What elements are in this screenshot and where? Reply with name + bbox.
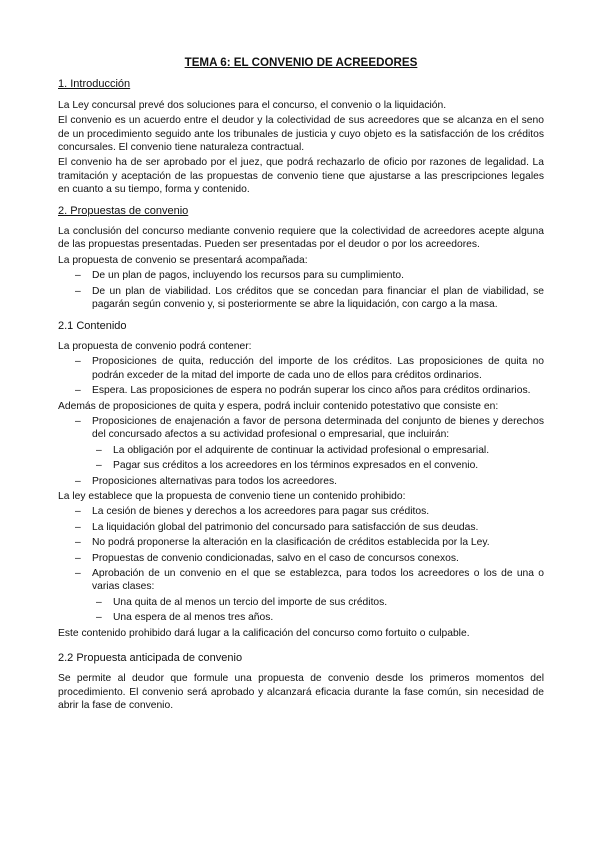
dash-bullet: – [96, 460, 102, 472]
dash-bullet: – [96, 596, 102, 608]
document-title: TEMA 6: EL CONVENIO DE ACREEDORES [184, 56, 418, 69]
list-item: – Pagar sus créditos a los acreedores en los términos expresados en el convenio. [96, 460, 479, 472]
list-item: – La liquidación global del patrimonio del concursado para satisfacción de sus deudas. [75, 521, 479, 533]
dash-bullet: – [96, 444, 102, 456]
list-item: – Proposiciones de enajenación a favor de persona determinada del conjunto de bienes y derechos del concursado afectos a su actividad profesional o empresarial, que incluirán: [75, 415, 544, 441]
dash-bullet: – [75, 475, 81, 487]
dash-bullet: – [75, 415, 81, 427]
paragraph: La propuesta de convenio se presentará acompañada: [58, 254, 308, 266]
dash-bullet: – [75, 285, 81, 297]
paragraph: La Ley concursal prevé dos soluciones para el concurso, el convenio o la liquidación. [58, 99, 447, 111]
paragraph: Este contenido prohibido dará lugar a la calificación del concurso como fortuito o culpable. [58, 627, 470, 639]
list-acompanada [58, 269, 544, 311]
dash-bullet: – [75, 537, 81, 549]
list-item: – La cesión de bienes y derechos a los acreedores para pagar sus créditos. [75, 506, 430, 518]
subsection-heading-propuesta-anticipada: 2.2 Propuesta anticipada de convenio [58, 652, 243, 665]
list-item: – La obligación por el adquirente de continuar la actividad profesional o empresarial. [96, 444, 490, 456]
subsection-heading-contenido: 2.1 Contenido [58, 319, 127, 332]
dash-bullet: – [75, 521, 81, 533]
sublist-clases [58, 596, 544, 625]
paragraph: La conclusión del concurso mediante convenio requiere que la colectividad de acreedores acepte alguna de las propuestas presentadas. Pueden ser presentadas por el deudor o por los acreedores. [58, 226, 544, 251]
paragraph: La ley establece que la propuesta de convenio tiene un contenido prohibido: [58, 490, 406, 502]
dash-bullet: – [96, 612, 102, 624]
dash-bullet: – [75, 552, 81, 564]
list-contenido [58, 355, 544, 397]
dash-bullet: – [75, 270, 81, 282]
paragraph: El convenio es un acuerdo entre el deudor y la colectividad de sus acreedores que se alcanza en el seno de un procedimiento seguido ante los tribunales de justicia y cuyo objeto es la satisfacción de los créditos concursales. El convenio tiene naturaleza contractual. [58, 115, 544, 154]
list-item: – No podrá proponerse la alteración en la clasificación de créditos establecida por la Ley. [75, 537, 490, 549]
list-item: – De un plan de viabilidad. Los créditos que se concedan para financiar el plan de viabilidad, se pagarán según convenio y, si posteriormente se abre la liquidación, con cargo a la masa. [75, 285, 544, 311]
list-item: – Proposiciones alternativas para todos los acreedores. [75, 475, 337, 487]
list-item: – Espera. Las proposiciones de espera no podrán superar los cinco años para créditos ordinarios. [75, 385, 531, 397]
list-potestativo-cont [58, 475, 544, 488]
document-page [58, 56, 544, 715]
list-item: – Una espera de al menos tres años. [96, 612, 274, 624]
list-prohibido [58, 505, 544, 593]
section-heading-propuestas: 2. Propuestas de convenio [58, 204, 189, 217]
list-item: – Propuestas de convenio condicionadas, salvo en el caso de concursos conexos. [75, 552, 459, 564]
list-item: – De un plan de pagos, incluyendo los recursos para su cumplimiento. [75, 270, 404, 282]
paragraph: Además de proposiciones de quita y espera, podrá incluir contenido potestativo que consiste en: [58, 400, 499, 412]
paragraph: Se permite al deudor que formule una propuesta de convenio desde los primeros momentos del procedimiento. El convenio será aprobado y alcanzará eficacia durante la fase común, sin necesidad de abrir la fase de convenio. [58, 673, 544, 712]
list-potestativo [58, 415, 544, 442]
list-item: – Una quita de al menos un tercio del importe de sus créditos. [96, 596, 388, 608]
dash-bullet: – [75, 385, 81, 397]
paragraph: La propuesta de convenio podrá contener: [58, 340, 252, 352]
dash-bullet: – [75, 356, 81, 368]
section-heading-introduccion: 1. Introducción [58, 78, 131, 91]
sublist-enajenacion [58, 444, 544, 473]
list-item: – Proposiciones de quita, reducción del importe de los créditos. Las proposiciones de quita no podrán exceder de la mitad del importe de cada uno de ellos para créditos ordinarios. [75, 356, 544, 381]
paragraph: El convenio ha de ser aprobado por el juez, que podrá rechazarlo de oficio por razones de legalidad. La tramitación y aceptación de las propuestas de convenio tiene que ajustarse a las prescripciones legales en cuanto a su tiempo, forma y contenido. [58, 157, 544, 196]
list-item: – Aprobación de un convenio en el que se establezca, para todos los acreedores o los de una o varias clases: [75, 568, 544, 593]
dash-bullet: – [75, 568, 81, 579]
dash-bullet: – [75, 506, 81, 518]
